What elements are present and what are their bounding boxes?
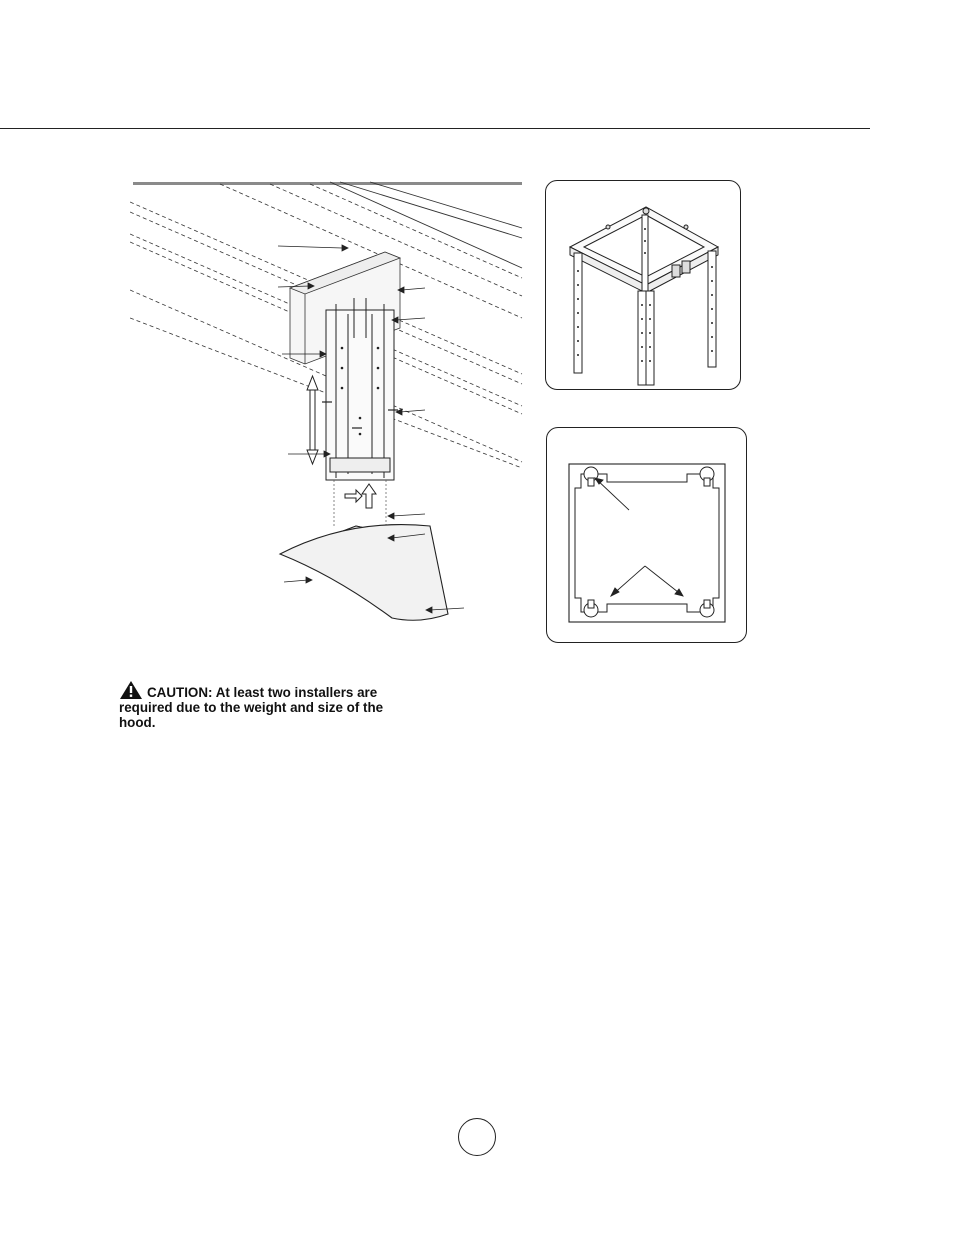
caution-note	[119, 680, 394, 730]
caution-message: At least two installers are required due to the weight and size of the hood.	[119, 685, 384, 730]
mounting-plate-panel	[546, 427, 747, 643]
lift-arrows	[345, 484, 376, 508]
height-adjust-arrow	[307, 376, 318, 464]
frame-detail-panel	[545, 180, 741, 390]
exploded-installation-diagram	[130, 178, 530, 638]
header-rule	[0, 128, 870, 129]
ceiling-edge-bar	[133, 182, 522, 185]
support-frame	[326, 298, 394, 480]
caution-heading: CAUTION:	[147, 685, 213, 700]
page-number-circle	[458, 1118, 496, 1156]
warning-triangle-icon	[119, 680, 143, 700]
mounting-plate-drawing	[547, 428, 748, 644]
glass-canopy	[280, 525, 448, 621]
frame-detail-drawing	[546, 181, 742, 391]
